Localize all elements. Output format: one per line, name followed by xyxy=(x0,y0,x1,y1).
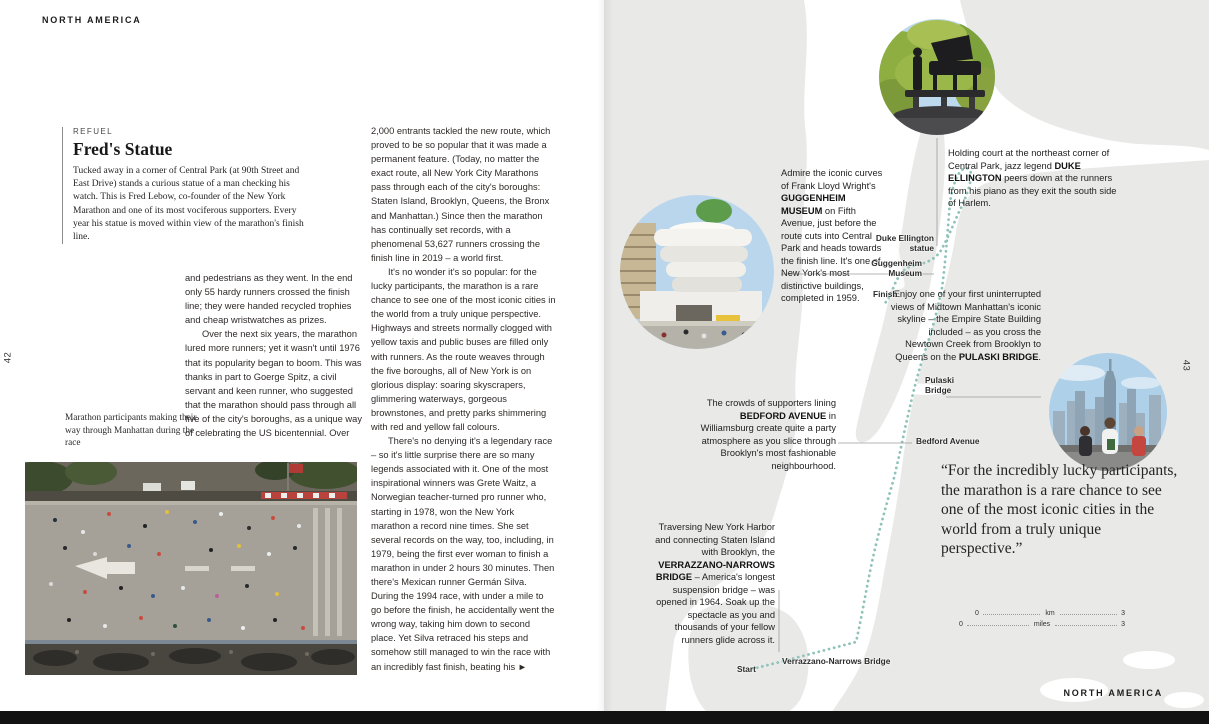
page-number-left: 42 xyxy=(2,351,14,364)
map-scale-bar xyxy=(959,610,1125,632)
paragraph-with-continuation-arrow: There's no denying it's a legendary race – so it's little surprise there are so many legends associated with it. One of the most inspirational winners was Grete Waitz, a Norwegian teacher-turned pro runner who, starting in 1978, won the New York marathon a record nine times. She set several records on the way, too, including, in 1979, being the first ever woman to finish a marathon in under 2 hours 30 minutes. Then there's Mexican runner Germán Silva. During the 1994 race, with under a mile to go before the finish, he accidentally went the wrong way, taking him down to second place. Yet Silva retraced his steps and somehow still managed to win the race with an incredibly fast finish, beating his ► xyxy=(371,436,555,672)
scale-miles-max: 3 xyxy=(1121,621,1125,628)
map-label-finish: Finish xyxy=(873,289,898,299)
aerial-marathon-photo xyxy=(25,462,357,675)
caption-bedford-avenue: The crowds of supporters lining BEDFORD AVENUE in Williamsburg create quite a party atmosphere as you slice through Brooklyn's most fashionable neighbourhood. xyxy=(700,398,836,471)
scale-miles-row xyxy=(959,621,1125,628)
scale-km-row xyxy=(975,610,1125,617)
scale-miles-unit: miles xyxy=(1033,621,1051,628)
map-label-pulaski-bridge: Pulaski Bridge xyxy=(925,375,955,395)
scale-miles-zero: 0 xyxy=(959,621,963,628)
page-number-right: 43 xyxy=(1180,359,1192,372)
duke-ellington-statue-photo xyxy=(879,19,995,135)
page-bottom-edge xyxy=(0,711,1209,724)
map-label-duke-ellington-statue: Duke Ellington statue xyxy=(875,233,934,253)
refuel-sidebar xyxy=(62,127,305,244)
scale-dotted-line xyxy=(1055,624,1117,626)
page-left xyxy=(0,0,604,724)
map-land-bronx xyxy=(960,0,1209,150)
paragraph: Over the next six years, the marathon lured more runners; yet it wasn't until 1976 that its popularity began to boom. This was thanks in part to Goerge Spitz, a civil servant and keen runner, who suggested that the marathon should pass through all five of the city's boroughs, as a unique way of celebrating the US bicentennial. Over xyxy=(185,329,362,439)
photo-caption: Marathon participants making their way through Manhattan during the race xyxy=(65,413,197,449)
map-label-start: Start xyxy=(737,664,756,674)
pull-quote: “For the incredibly lucky participants, the marathon is a rare chance to see one of the most iconic cities in the world from a truly unique perspective.” xyxy=(941,462,1178,557)
map-label-verrazzano-narrows-bridge: Verrazzano-Narrows Bridge xyxy=(782,656,891,666)
body-column-1 xyxy=(185,271,366,440)
paragraph: and pedestrians as they went. In the end only 55 hardy runners crossed the finish line; they were handed recycled trophies and cheap wristwatches as prizes. xyxy=(185,273,353,326)
refuel-kicker: REFUEL xyxy=(73,127,113,136)
scale-km-unit: km xyxy=(1045,610,1055,617)
scale-dotted-line xyxy=(967,624,1029,626)
scale-dotted-line xyxy=(983,613,1040,615)
page-right xyxy=(604,0,1209,724)
caption-pulaski-bridge: Enjoy one of your first uninterrupted views of Midtown Manhattan's iconic skyline – the Empire State Building included – as you cross the Newtown Creek from Brooklyn to Queens on the PULASKI BRIDGE. xyxy=(890,289,1041,362)
map-label-bedford-avenue: Bedford Avenue xyxy=(916,436,980,446)
footer-section-label: NORTH AMERICA xyxy=(1063,688,1163,698)
paragraph: It's no wonder it's so popular: for the lucky participants, the marathon is a rare chance to see one of the most iconic cities in the world from a truly unique perspective. Highways and streets normally clogged with yellow taxis and public buses are filled only with runners. As the route weaves through the five boroughs, all of New York is on glorious display: soaring skyscrapers, glimmering waterways, gorgeous brownstones, and pretty parks shimmering with red and yellow fall colours. xyxy=(371,266,556,432)
pulaski-bridge-skyline-photo xyxy=(1049,353,1167,471)
refuel-title: Fred's Statue xyxy=(73,139,173,159)
caption-guggenheim: Admire the iconic curves of Frank Lloyd Wright's GUGGENHEIM MUSEUM on Fifth Avenue, just before the route cuts into Central Park and heads towards the finish line. It's one of New York's most distinctive buildings, completed in 1959. xyxy=(781,168,883,303)
body-column-2 xyxy=(371,124,556,674)
paragraph: 2,000 entrants tackled the new route, which proved to be so popular that it was made a permanent feature. (Today, no matter the exact route, all New York City Marathons pass through each of the city's boroughs: Staten Island, Brooklyn, Queens, the Bronx and Manhattan.) Since then the marathon has continually set records, with a phenomenal 53,627 runners crossing the finish line in 2019 – a world first. xyxy=(371,126,551,263)
caption-verrazzano-bridge: Traversing New York Harbor and connecting Staten Island with Brooklyn, the VERRAZZANO-NARROWS BRIDGE – America's longest suspension bridge – was opened in 1964. Soak up the spectacle as you and thousands of your fellow runners glide across it. xyxy=(655,522,775,645)
scale-km-max: 3 xyxy=(1121,610,1125,617)
scale-dotted-line xyxy=(1060,613,1117,615)
map-label-guggenheim-museum: Guggenheim Museum xyxy=(871,258,922,278)
scale-km-zero: 0 xyxy=(975,610,979,617)
guggenheim-museum-photo xyxy=(620,195,774,349)
caption-duke-ellington: Holding court at the northeast corner of Central Park, jazz legend DUKE ELLINGTON peers down at the runners from his piano as they exit the south side of Harlem. xyxy=(948,148,1117,208)
refuel-body: Tucked away in a corner of Central Park (at 90th Street and East Drive) stands a curious statue of a man checking his watch. This is Fred Lebow, co-founder of the New York Marathon and one of its most vociferous supporters. Every year his statue is moved within view of the marathon's finish line. xyxy=(73,166,304,243)
running-head: NORTH AMERICA xyxy=(42,15,142,25)
